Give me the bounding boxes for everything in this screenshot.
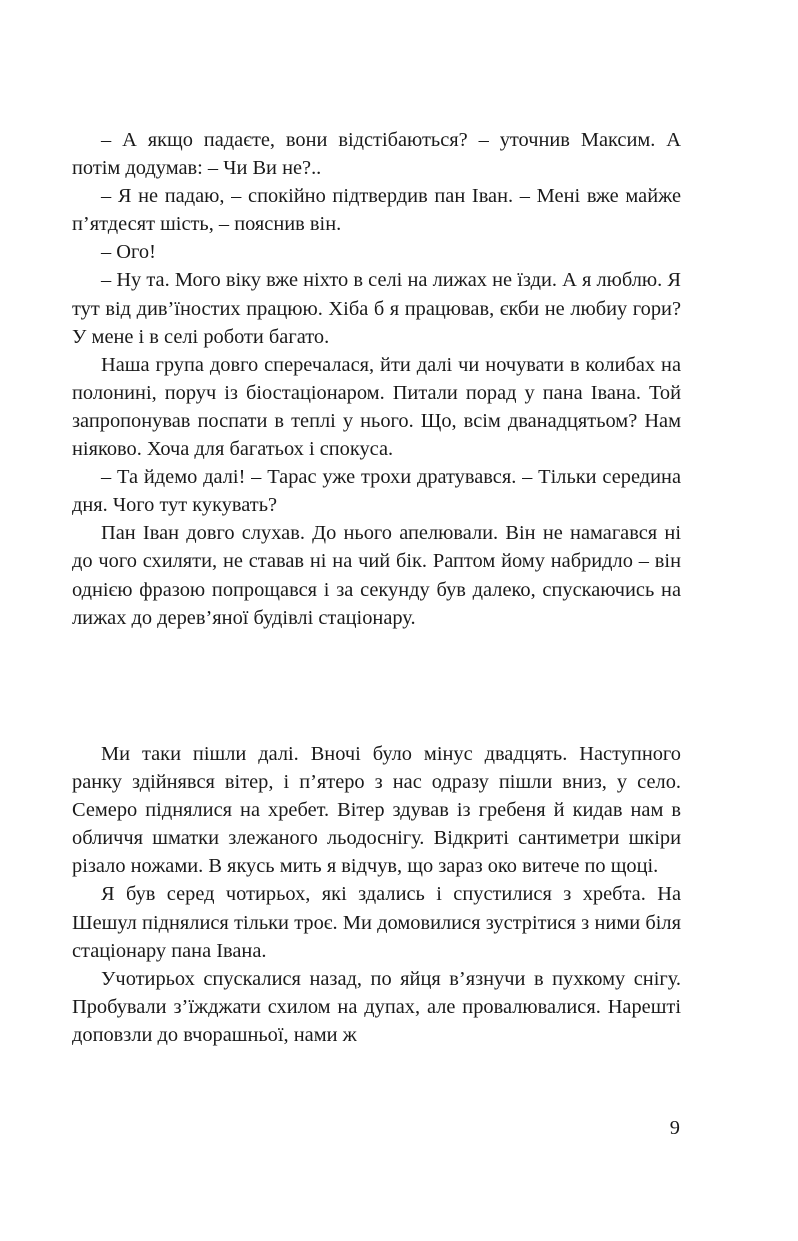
text-section-1	[72, 126, 681, 632]
paragraph: Я був серед чотирьох, які здались і спустилися з хребта. На Шешул піднялися тільки троє. Ми домовилися зустрітися з ними біля стаціонару пана Івана.	[72, 883, 681, 962]
page-number: 9	[669, 1117, 680, 1139]
text-section-2	[72, 740, 681, 1049]
paragraph: Ми таки пішли далі. Вночі було мінус двадцять. Наступного ранку здійнявся вітер, і п’ятеро з нас одразу пішли вниз, у село. Семеро піднялися на хребет. Вітер здував із гребеня й кидав нам в обличчя шматки злежаного льодоснігу. Відкриті сантиметри шкіри різало ножами. В якусь мить я відчув, що зараз око витече по щоці.	[72, 743, 681, 878]
paragraph: – А якщо падаєте, вони відстібаються? – уточнив Максим. А потім додумав: – Чи Ви не?..	[72, 129, 681, 180]
paragraph: – Я не падаю, – спокійно підтвердив пан Іван. – Мені вже майже п’ятдесят шість, – пояснив він.	[72, 185, 681, 236]
paragraph: Пан Іван довго слухав. До нього апелювали. Він не намагався ні до чого схиляти, не ставав ні на чий бік. Раптом йому набридло – він однією фразою попрощався і за секунду був далеко, спускаючись на лижах до дерев’яної будівлі стаціонару.	[72, 522, 681, 629]
paragraph: Учотирьох спускалися назад, по яйця в’язнучи в пухкому снігу. Пробували з’їжджати схилом на дупах, але провалювалися. Нарешті доповзли до вчорашньої, нами ж	[72, 967, 681, 1046]
paragraph: – Ого!	[101, 241, 156, 264]
paragraph: Наша група довго сперечалася, йти далі чи ночувати в колибах на полонині, поруч із біостаціонаром. Питали порад у пана Івана. Той запропонував поспати в теплі у нього. Що, всім дванадцятьом? Нам ніяково. Хоча для багатьох і спокуса.	[72, 353, 681, 461]
paragraph: – Ну та. Мого віку вже ніхто в селі на лижах не їзди. А я люблю. Я тут від див’їностих працюю. Хіба б я працював, єкби не любиу гори? У мене і в селі роботи багато.	[72, 269, 681, 348]
paragraph: – Та йдемо далі! – Тарас уже трохи дратувався. – Тільки середина дня. Чого тут кукувать?	[72, 466, 681, 517]
